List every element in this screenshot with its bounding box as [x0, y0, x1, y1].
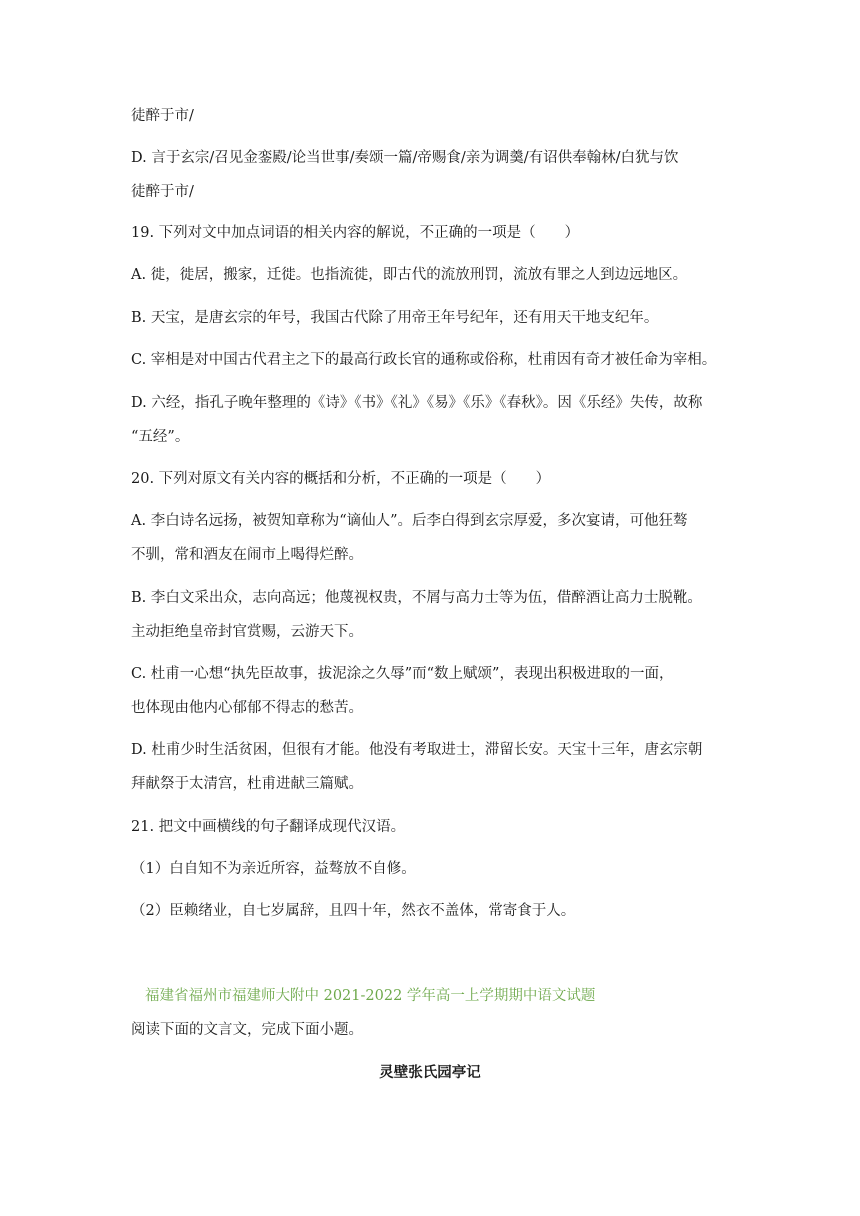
q19-option-a: A. 徙，徙居，搬家，迁徙。也指流徙，即古代的流放刑罚，流放有罪之人到边远地区。 [131, 267, 688, 283]
text-line: 徒醉于市/ [131, 108, 194, 124]
reading-instruction: 阅读下面的文言文，完成下面小题。 [131, 1022, 363, 1038]
text-line: 也体现由他内心郁郁不得志的愁苦。 [131, 700, 363, 716]
text-line: “五经”。 [131, 429, 190, 445]
q20-option-a: A. 李白诗名远扬，被贺知章称为“谪仙人”。后李白得到玄宗厚爱，多次宴请，可他狂骜 [131, 513, 688, 529]
question-20: 20. 下列对原文有关内容的概括和分析，不正确的一项是（ ） [131, 471, 551, 487]
source-caption: 福建省福州市福建师大附中 2021-2022 学年高一上学期期中语文试题 [145, 988, 596, 1004]
question-21: 21. 把文中画横线的句子翻译成现代汉语。 [131, 819, 406, 835]
q19-option-b: B. 天宝，是唐玄宗的年号，我国古代除了用帝王年号纪年，还有用天干地支纪年。 [131, 310, 659, 326]
passage-title: 灵壁张氏园亭记 [379, 1064, 481, 1081]
q20-option-d: D. 杜甫少时生活贫困，但很有才能。他没有考取进士，滞留长安。天宝十三年，唐玄宗朝 [131, 742, 703, 758]
q21-item-1: （1）白自知不为亲近所容，益骜放不自修。 [131, 861, 416, 877]
text-line: 徒醉于市/ [131, 184, 194, 200]
text-line: 不驯，常和酒友在闹市上喝得烂醉。 [131, 547, 363, 563]
q19-option-c: C. 宰相是对中国古代君主之下的最高行政长官的通称或俗称，杜甫因有奇才被任命为宰相。 [131, 352, 717, 368]
text-line: 主动拒绝皇帝封官赏赐，云游天下。 [131, 624, 363, 640]
q21-item-2: （2）臣赖绪业，自七岁属辞，且四十年，然衣不盖体，常寄食于人。 [131, 903, 576, 919]
q20-option-c: C. 杜甫一心想“执先臣故事，拔泥涂之久辱”而“数上赋颂”，表现出积极进取的一面， [131, 666, 674, 682]
option-d-line: D. 言于玄宗/召见金銮殿/论当世事/奏颂一篇/帝赐食/亲为调羹/有诏供奉翰林/白犹与饮 [131, 150, 679, 166]
text-line: 拜献祭于太清宫，杜甫进献三篇赋。 [131, 776, 363, 792]
q20-option-b: B. 李白文采出众，志向高远；他蔑视权贵，不屑与高力士等为伍，借醉酒让高力士脱靴。 [131, 590, 702, 606]
q19-option-d: D. 六经，指孔子晚年整理的《诗》《书》《礼》《易》《乐》《春秋》。因《乐经》失传，故称 [131, 395, 703, 411]
question-19: 19. 下列对文中加点词语的相关内容的解说，不正确的一项是（ ） [131, 225, 580, 241]
